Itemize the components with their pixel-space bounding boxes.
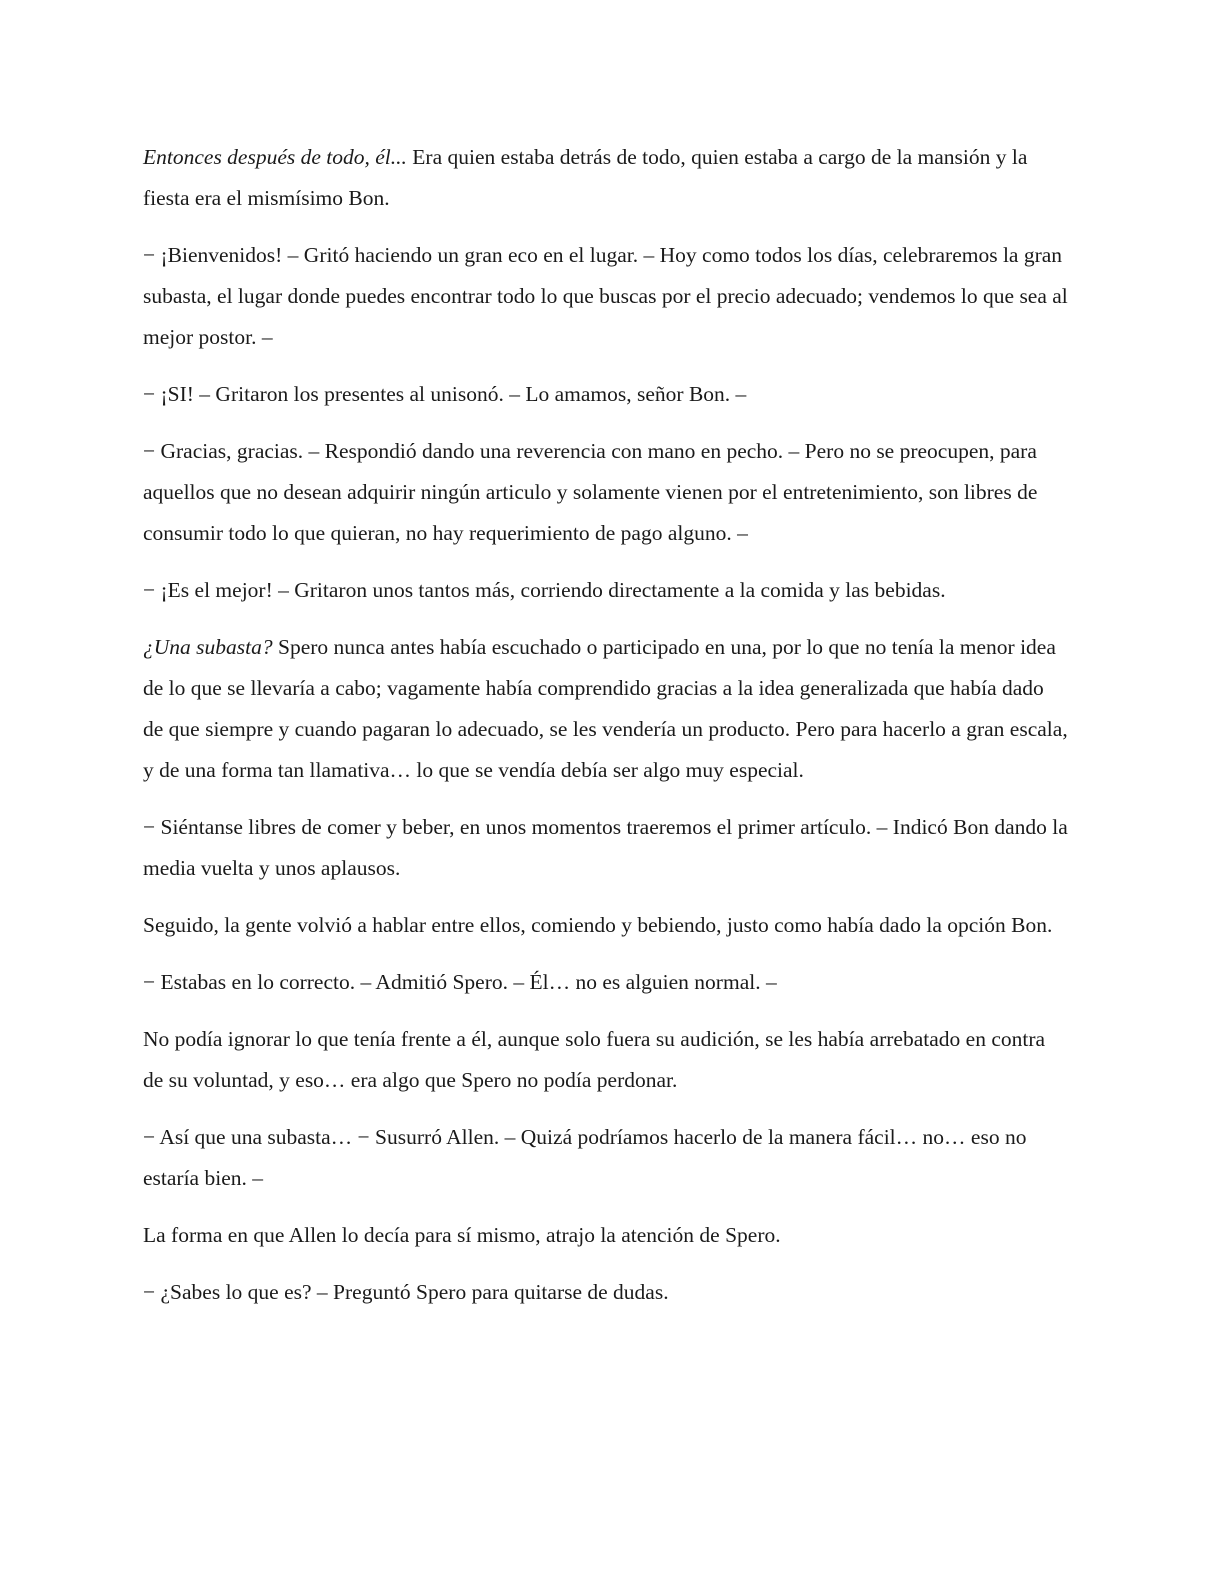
paragraph-12 xyxy=(143,1215,1068,1256)
paragraph-6 xyxy=(143,627,1068,791)
paragraph-13-text: − ¿Sabes lo que es? – Preguntó Spero para quitarse de dudas. xyxy=(143,1280,669,1304)
paragraph-3 xyxy=(143,374,1068,415)
paragraph-5-text: − ¡Es el mejor! – Gritaron unos tantos más, corriendo directamente a la comida y las bebidas. xyxy=(143,578,946,602)
paragraph-2 xyxy=(143,235,1068,358)
paragraph-2-text: − ¡Bienvenidos! – Gritó haciendo un gran eco en el lugar. – Hoy como todos los días, celebraremos la gran subasta, el lugar donde puedes encontrar todo lo que buscas por el precio adecuado; vendemos lo que sea al mejor postor. – xyxy=(143,243,1068,349)
paragraph-7 xyxy=(143,807,1068,889)
paragraph-13 xyxy=(143,1272,1068,1313)
paragraph-1 xyxy=(143,137,1068,219)
paragraph-5 xyxy=(143,570,1068,611)
paragraph-9 xyxy=(143,962,1068,1003)
paragraph-6-italic: ¿Una subasta? xyxy=(143,635,273,659)
paragraph-1-italic: Entonces después de todo, él... xyxy=(143,145,407,169)
paragraph-8 xyxy=(143,905,1068,946)
paragraph-7-text: − Siéntanse libres de comer y beber, en unos momentos traeremos el primer artículo. – Indicó Bon dando la media vuelta y unos aplausos. xyxy=(143,815,1068,880)
paragraph-9-text: − Estabas en lo correcto. – Admitió Spero. – Él… no es alguien normal. – xyxy=(143,970,777,994)
paragraph-12-text: La forma en que Allen lo decía para sí mismo, atrajo la atención de Spero. xyxy=(143,1223,781,1247)
paragraph-11-text: − Así que una subasta… − Susurró Allen. – Quizá podríamos hacerlo de la manera fácil… no… eso no estaría bien. – xyxy=(143,1125,1027,1190)
paragraph-3-text: − ¡SI! – Gritaron los presentes al unisonó. – Lo amamos, señor Bon. – xyxy=(143,382,747,406)
paragraph-4-text: − Gracias, gracias. – Respondió dando una reverencia con mano en pecho. – Pero no se preocupen, para aquellos que no desean adquirir ningún articulo y solamente vienen por el entretenimiento, son libres de consumir todo lo que quieran, no hay requerimiento de pago alguno. – xyxy=(143,439,1038,545)
paragraph-10-text: No podía ignorar lo que tenía frente a él, aunque solo fuera su audición, se les había arrebatado en contra de su voluntad, y eso… era algo que Spero no podía perdonar. xyxy=(143,1027,1046,1092)
paragraph-1-text: Era quien estaba detrás de todo, quien estaba a cargo de la mansión y la fiesta era el mismísimo Bon. xyxy=(143,145,1028,210)
paragraph-11 xyxy=(143,1117,1068,1199)
document-body xyxy=(143,137,1068,1329)
paragraph-10 xyxy=(143,1019,1068,1101)
paragraph-8-text: Seguido, la gente volvió a hablar entre ellos, comiendo y bebiendo, justo como había dado la opción Bon. xyxy=(143,913,1053,937)
paragraph-6-text: Spero nunca antes había escuchado o participado en una, por lo que no tenía la menor idea de lo que se llevaría a cabo; vagamente había comprendido gracias a la idea generalizada que había dado de que siempre y cuando pagaran lo adecuado, se les vendería un producto. Pero para hacerlo a gran escala, y de una forma tan llamativa… lo que se vendía debía ser algo muy especial. xyxy=(143,635,1068,782)
paragraph-4 xyxy=(143,431,1068,554)
